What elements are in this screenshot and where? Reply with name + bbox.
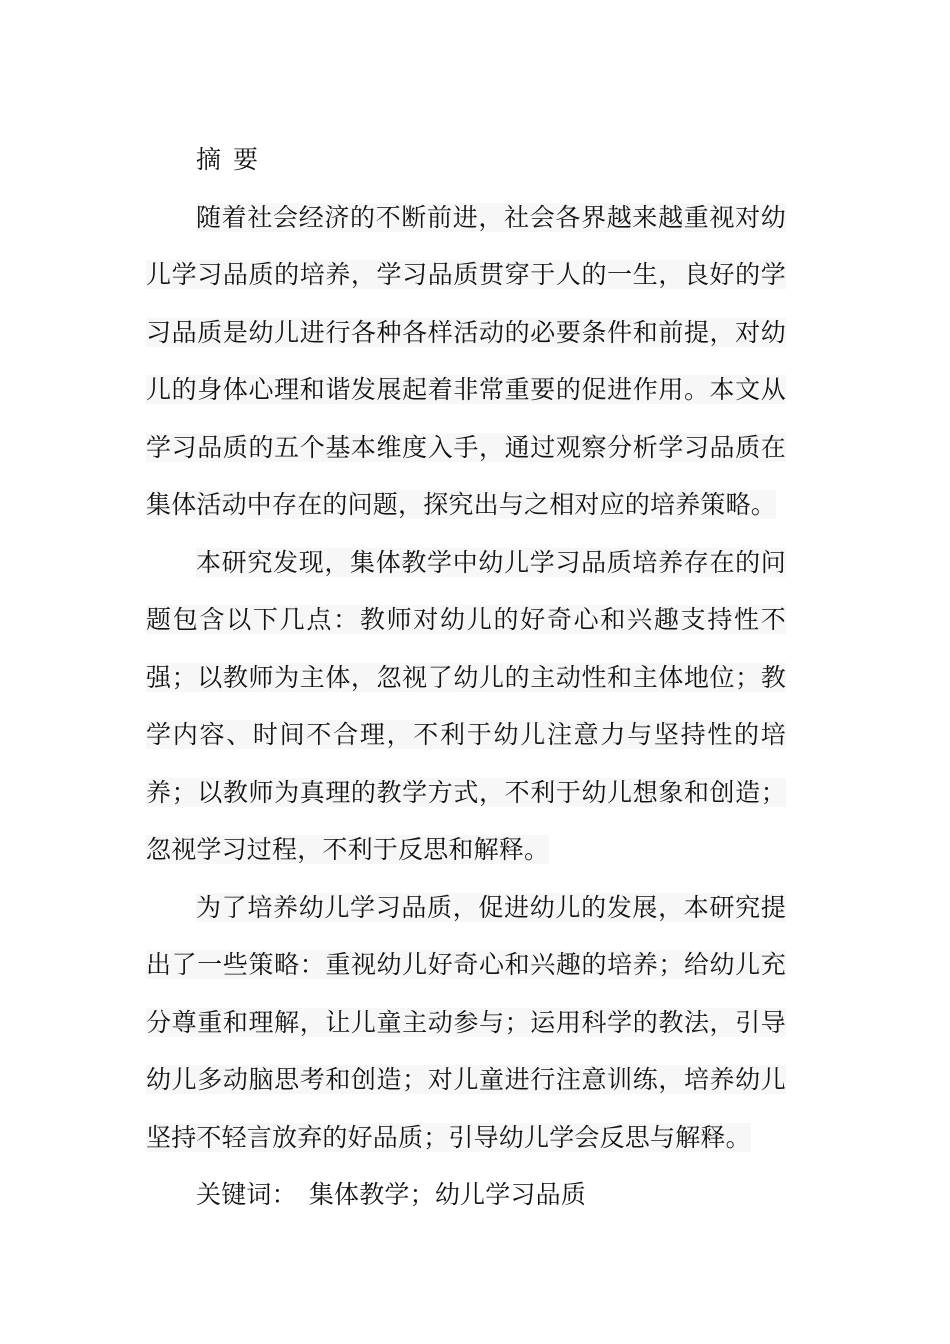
abstract-heading <box>146 131 786 189</box>
paragraph-text: 为了培养幼儿学习品质，促进幼儿的发展，本研究提出了一些策略：重视幼儿好奇心和兴趣的培养；给幼儿充分尊重和理解，让儿童主动参与；运用科学的教法，引导幼儿多动脑思考和创造；对儿童进行注意训练，培养幼儿坚持不轻言放弃的好品质；引导幼儿学会反思与解释。 <box>146 892 786 1152</box>
abstract-paragraph-2 <box>146 534 786 879</box>
abstract-section <box>146 131 786 1224</box>
abstract-heading-text: 摘要 <box>196 145 271 174</box>
paragraph-text: 本研究发现，集体教学中幼儿学习品质培养存在的问题包含以下几点：教师对幼儿的好奇心和兴趣支持性不强；以教师为主体，忽视了幼儿的主动性和主体地位；教学内容、时间不合理，不利于幼儿注意力与坚持性的培养；以教师为真理的教学方式，不利于幼儿想象和创造；忽视学习过程，不利于反思和解释。 <box>146 547 786 864</box>
keywords-label: 关键词： <box>196 1180 297 1209</box>
abstract-paragraph-3 <box>146 879 786 1167</box>
abstract-paragraph-1 <box>146 189 786 534</box>
keywords-line <box>146 1166 786 1224</box>
keywords-value: 集体教学；幼儿学习品质 <box>308 1180 587 1209</box>
paragraph-text: 随着社会经济的不断前进，社会各界越来越重视对幼儿学习品质的培养，学习品质贯穿于人的一生，良好的学习品质是幼儿进行各种各样活动的必要条件和前提，对幼儿的身体心理和谐发展起着非常重要的促进作用。本文从学习品质的五个基本维度入手，通过观察分析学习品质在集体活动中存在的问题，探究出与之相对应的培养策略。 <box>146 202 786 519</box>
